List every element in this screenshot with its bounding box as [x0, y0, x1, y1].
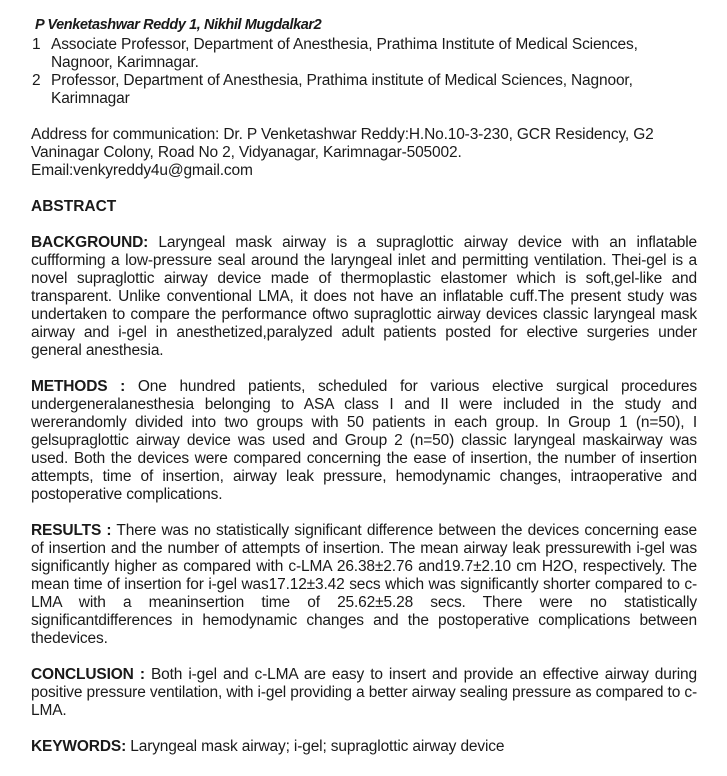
address-block: [31, 126, 697, 180]
background-label: BACKGROUND:: [31, 234, 149, 251]
keywords-label: KEYWORDS:: [31, 738, 127, 755]
affiliation-number: 2: [32, 72, 41, 89]
affiliation-text: Associate Professor, Department of Anesthesia, Prathima Institute of Medical Sciences, Nagnoor, Karimnagar.: [51, 36, 638, 71]
keywords-text: Laryngeal mask airway; i-gel; supraglottic airway device: [126, 738, 505, 755]
affiliation-number: 1: [32, 36, 41, 53]
author-line: P Venketashwar Reddy 1, Nikhil Mugdalkar2: [35, 17, 322, 33]
conclusion-text: Both i-gel and c-LMA are easy to insert and provide an effective airway during positive pressure ventilation, with i-gel providing a better airway sealing pressure as compared to c-LMA.: [31, 666, 697, 719]
affiliation-1: [31, 36, 697, 72]
affiliation-2: [31, 72, 697, 108]
methods-text: One hundred patients, scheduled for various elective surgical procedures undergeneralanesthesia belonging to ASA class I and II were included in the study and wererandomly divided into two groups with 50 patients in each group. In Group 1 (n=50), I gelsupraglottic airway device was used and Group 2 (n=50) classic laryngeal maskairway was used. Both the devices were compared concerning the ease of insertion, the number of insertion attempts, time of insertion, airway leak pressure, hemodynamic changes, intraoperative and postoperative complications.: [31, 378, 697, 503]
affiliation-text: Professor, Department of Anesthesia, Prathima institute of Medical Sciences, Nagnoor, Karimnagar: [51, 72, 633, 107]
methods-label: METHODS :: [31, 378, 126, 395]
results-label: RESULTS :: [31, 522, 112, 539]
methods-section: [31, 378, 697, 504]
address-line: Vaninagar Colony, Road No 2, Vidyanagar, Karimnagar-505002.: [31, 144, 462, 161]
results-text: There was no statistically significant difference between the devices concerning ease of insertion and the number of attempts of insertion. The mean airway leak pressurewith i-gel was significantly higher as compared with c-LMA 26.38±2.76 and19.7±2.10 cm H2O, respectively. The mean time of insertion for i-gel was17.12±3.42 secs which was significantly shorter compared to c-LMA with a meaninsertion time of 25.62±5.28 secs. There were no statistically significantdifferences in hemodynamic changes and the postoperative complications between thedevices.: [31, 522, 698, 647]
conclusion-label: CONCLUSION :: [31, 666, 145, 683]
abstract-heading: ABSTRACT: [31, 198, 117, 215]
paper-page: [31, 16, 697, 756]
results-section: [31, 522, 697, 648]
address-line: Address for communication: Dr. P Venketashwar Reddy:H.No.10-3-230, GCR Residency, G2: [31, 126, 654, 143]
background-section: [31, 234, 697, 360]
background-text: Laryngeal mask airway is a supraglottic airway device with an inflatable cuffforming a low-pressure seal around the laryngeal inlet and permitting ventilation. Thei-gel is a novel supraglottic airway device made of thermoplastic elastomer which is soft,gel-like and transparent. Unlike conventional LMA, it does not have an inflatable cuff.The present study was undertaken to compare the performance oftwo supraglottic airway devices classic laryngeal mask airway and i-gel in anesthetized,paralyzed adult patients posted for elective surgeries under general anesthesia.: [31, 234, 697, 359]
keywords-section: [31, 738, 697, 756]
conclusion-section: [31, 666, 697, 720]
email-line: Email:venkyreddy4u@gmail.com: [31, 162, 253, 179]
